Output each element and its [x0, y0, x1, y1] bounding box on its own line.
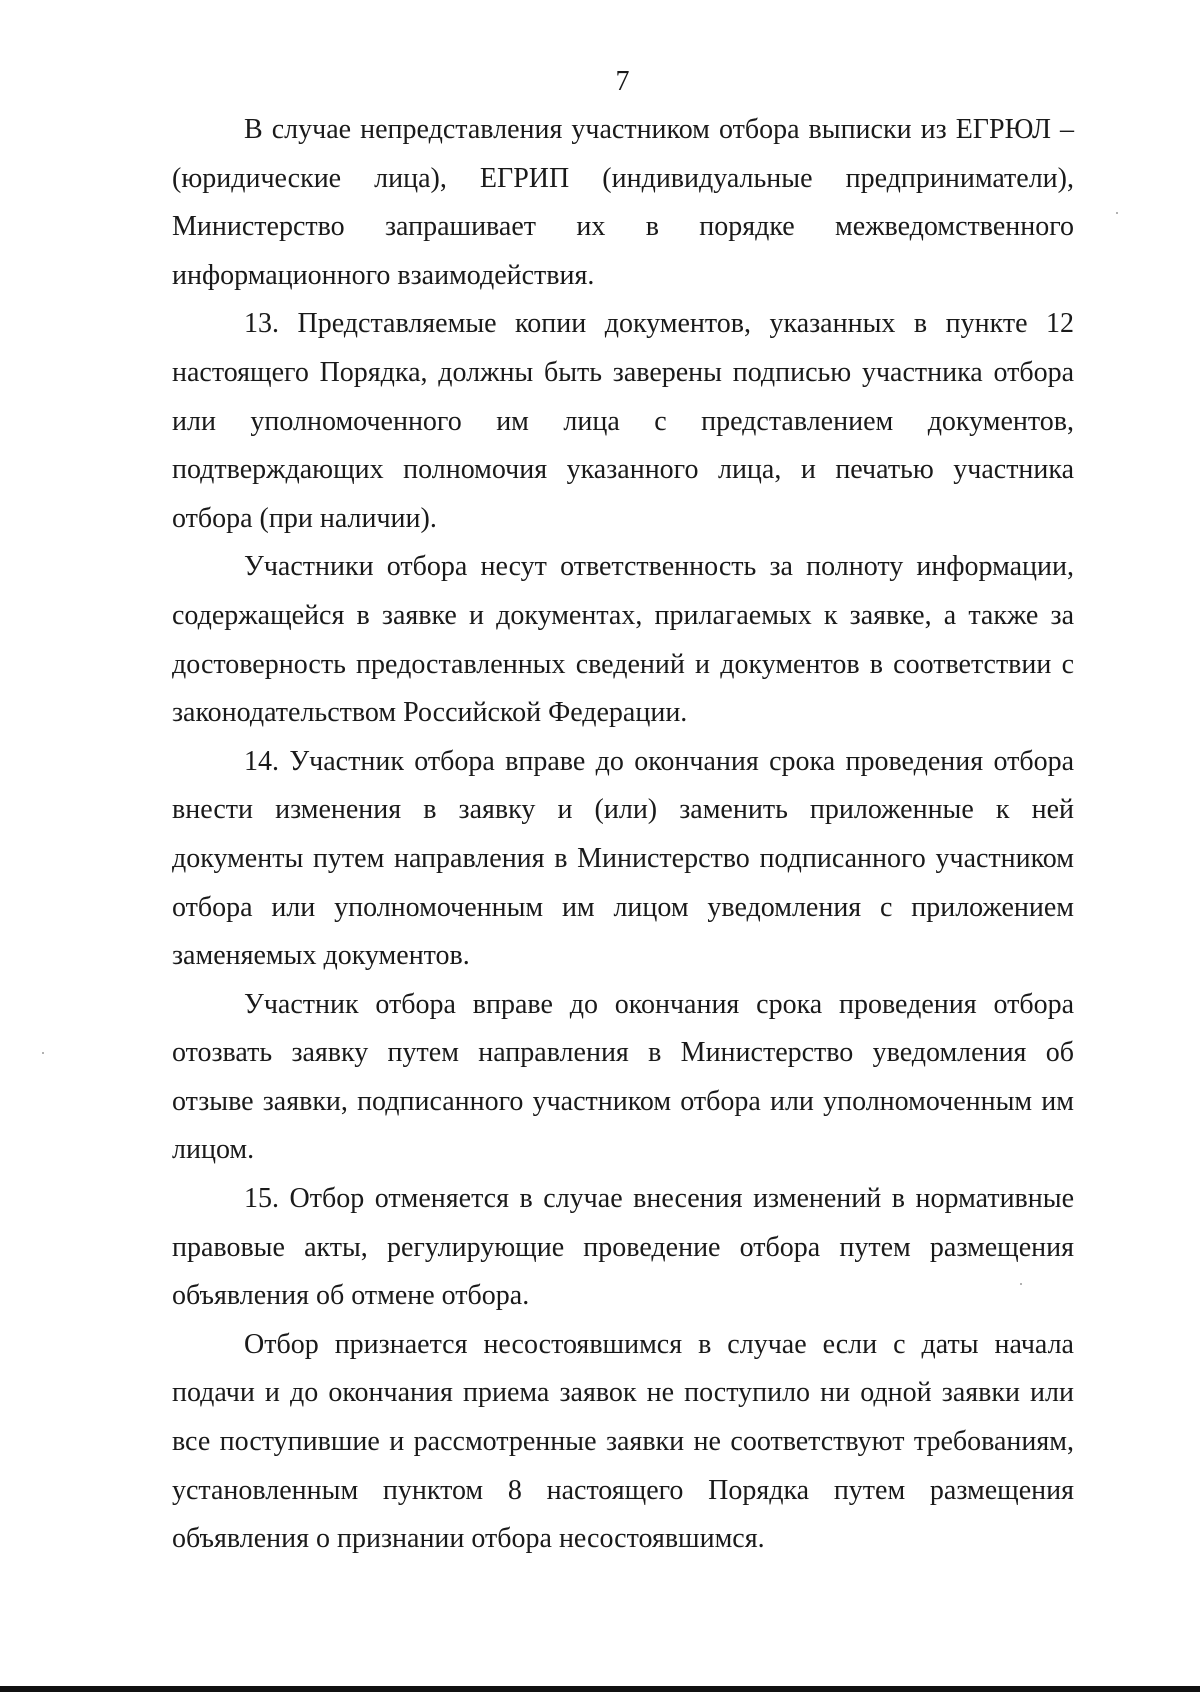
paragraph-15-selection-cancellation: 15. Отбор отменяется в случае внесения изменений в нормативные правовые акты, регулирующие проведение отбора путем размещения объявления об отмене отбора.: [172, 1183, 1074, 1312]
paragraph-egrul-request: В случае непредставления участником отбора выписки из ЕГРЮЛ – (юридические лица), ЕГРИП (индивидуальные предприниматели), Министерство запрашивает их в порядке межведомственного информационного взаимодействия.: [172, 114, 1074, 291]
page-number: 7: [615, 66, 630, 97]
paragraph-participant-responsibility: Участники отбора несут ответственность за полноту информации, содержащейся в заявке и документах, прилагаемых к заявке, а также за достоверность предоставленных сведений и документов в соответствии с законодательством Российской Федерации.: [172, 551, 1074, 729]
scan-speck: [1116, 212, 1118, 214]
paragraph-selection-failed: Отбор признается несостоявшимся в случае если с даты начала подачи и до окончания приема заявок не поступило ни одной заявки или все поступившие и рассмотренные заявки не соответствуют требованиям, установленным пунктом 8 настоящего Порядка путем размещения объявления о признании отбора несостоявшимся.: [172, 1328, 1074, 1555]
bottom-border-line: [0, 1686, 1200, 1692]
paragraph-14-application-changes: 14. Участник отбора вправе до окончания срока проведения отбора внести изменения в заявку и (или) заменить приложенные к ней документы путем направления в Министерство подписанного участником отбора или уполномоченным им лицом уведомления с приложением заменяемых документов.: [172, 745, 1074, 972]
scan-speck: [42, 1052, 44, 1054]
paragraph-13-copies-certification: 13. Представляемые копии документов, указанных в пункте 12 настоящего Порядка, должны быть заверены подписью участника отбора или уполномоченного им лица с представлением документов, подтверждающих полномочия указанного лица, и печатью участника отбора (при наличии).: [172, 308, 1074, 534]
document-body: [172, 106, 1074, 1564]
scan-speck: [1020, 1283, 1022, 1285]
paragraph-application-withdrawal: Участник отбора вправе до окончания срока проведения отбора отозвать заявку путем направления в Министерство уведомления об отзыве заявки, подписанного участником отбора или уполномоченным им лицом.: [172, 988, 1074, 1166]
